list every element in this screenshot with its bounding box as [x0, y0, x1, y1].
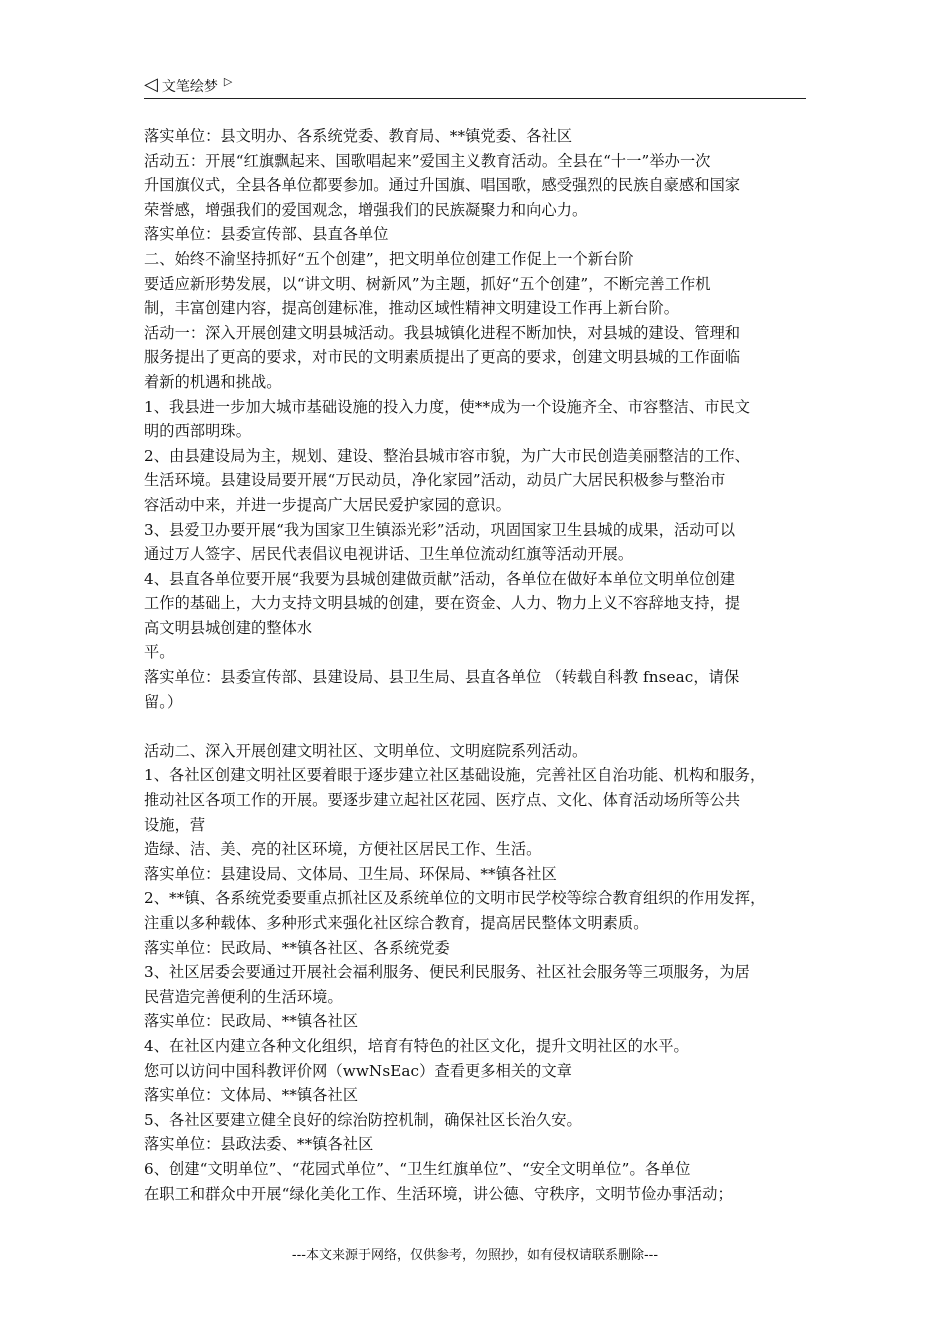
text-line: 二、始终不渝坚持抓好“五个创建”，把文明单位创建工作促上一个新台阶	[144, 249, 634, 268]
text-line: 落实单位：民政局、**镇各社区、各系统党委	[144, 938, 450, 957]
text-line: 要适应新形势发展，以“讲文明、树新风”为主题，抓好“五个创建”，不断完善工作机	[144, 274, 711, 293]
text-line: 3、县爱卫办要开展“我为国家卫生镇添光彩”活动，巩固国家卫生县城的成果，活动可以	[144, 520, 736, 539]
footer-disclaimer: ---本文来源于网络，仅供参考，勿照抄，如有侵权请联系删除---	[291, 1248, 659, 1263]
text-line: 留。）	[144, 692, 183, 711]
text-line: 设施，营	[144, 815, 206, 834]
text-line: 造绿、洁、美、亮的社区环境，方便社区居民工作、生活。	[144, 840, 542, 859]
triangle-left-icon: ◁	[144, 74, 158, 95]
text-line: 荣誉感，增强我们的爱国观念，增强我们的民族凝聚力和向心力。	[144, 200, 588, 219]
text-line: 工作的基础上，大力支持文明县城的创建，要在资金、人力、物力上义不容辞地支持，提	[144, 594, 741, 613]
text-line: 落实单位：县文明办、各系统党委、教育局、**镇党委、各社区	[144, 127, 573, 145]
header-title: 文笔绘梦	[161, 79, 218, 95]
text-line: 容活动中来，并进一步提高广大居民爱护家园的意识。	[144, 495, 511, 514]
text-line: 通过万人签字、居民代表倡议电视讲话、卫生单位流动红旗等活动开展。	[144, 545, 634, 564]
triangle-right-icon: ▷	[223, 75, 233, 88]
text-line: 在职工和群众中开展“绿化美化工作、生活环境，讲公德、守秩序，文明节俭办事活动；	[144, 1184, 733, 1203]
text-line: 活动一：深入开展创建文明县城活动。我县城镇化进程不断加快，对县城的建设、管理和	[144, 323, 741, 342]
text-line: 6、创建“文明单位”、“花园式单位”、“卫生红旗单位”、“安全文明单位”。各单位	[144, 1159, 691, 1178]
text-line: 4、县直各单位要开展“我要为县城创建做贡献”活动，各单位在做好本单位文明单位创建	[144, 569, 736, 588]
text-line: 服务提出了更高的要求，对市民的文明素质提出了更高的要求，创建文明县城的工作面临	[144, 348, 741, 367]
text-line: 高文明县城创建的整体水	[144, 618, 313, 637]
text-line: 落实单位：县建设局、文体局、卫生局、环保局、**镇各社区	[144, 864, 557, 883]
text-line: 落实单位：县委宣传部、县建设局、县卫生局、县直各单位 （转载自科教 fnseac，请保	[144, 668, 740, 687]
text-line: 5、各社区要建立健全良好的综治防控机制，确保社区长治久安。	[144, 1110, 582, 1129]
page-header	[144, 74, 806, 99]
text-line: 1、我县进一步加大城市基础设施的投入力度，使**成为一个设施齐全、市容整洁、市民文	[144, 397, 751, 416]
document-body	[144, 124, 810, 1206]
text-line: 2、**镇、各系统党委要重点抓社区及系统单位的文明市民学校等综合教育组织的作用发挥，	[144, 889, 766, 908]
text-line: 升国旗仪式，全县各单位都要参加。通过升国旗、唱国歌，感受强烈的民族自豪感和国家	[144, 176, 741, 195]
text-line: 着新的机遇和挑战。	[144, 372, 282, 391]
text-line: 落实单位：民政局、**镇各社区	[144, 1012, 359, 1031]
text-line: 明的西部明珠。	[144, 422, 252, 441]
text-line: 注重以多种载体、多种形式来强化社区综合教育，提高居民整体文明素质。	[144, 914, 649, 932]
text-line: 制，丰富创建内容，提高创建标准，推动区域性精神文明建设工作再上新台阶。	[144, 299, 680, 318]
text-line: 1、各社区创建文明社区要着眼于逐步建立社区基础设施，完善社区自治功能、机构和服务，	[144, 766, 766, 785]
text-line: 3、社区居委会要通过开展社会福利服务、便民利民服务、社区社会服务等三项服务，为居	[144, 963, 750, 982]
text-line: 落实单位：县政法委、**镇各社区	[144, 1135, 374, 1154]
text-line: 落实单位：文体局、**镇各社区	[144, 1086, 359, 1105]
text-line: 落实单位：县委宣传部、县直各单位	[144, 225, 389, 244]
text-line: 民营造完善便利的生活环境。	[144, 987, 343, 1006]
text-line: 平。	[144, 643, 175, 662]
text-line: 2、由县建设局为主，规划、建设、整治县城市容市貌，为广大市民创造美丽整洁的工作、	[144, 446, 750, 465]
text-line: 4、在社区内建立各种文化组织，培育有特色的社区文化，提升文明社区的水平。	[144, 1036, 689, 1055]
text-line	[144, 714, 810, 739]
text-line: 您可以访问中国科教评价网（wwNsEac）查看更多相关的文章	[144, 1061, 573, 1080]
text-line: 生活环境。县建设局要开展“万民动员，净化家园”活动，动员广大居民积极参与整治市	[144, 471, 726, 490]
text-line: 活动五：开展“红旗飘起来、国歌唱起来”爱国主义教育活动。全县在“十一”举办一次	[144, 151, 711, 170]
text-line: 推动社区各项工作的开展。要逐步建立起社区花园、医疗点、文化、体育活动场所等公共	[144, 791, 741, 810]
text-line: 活动二、深入开展创建文明社区、文明单位、文明庭院系列活动。	[144, 741, 588, 760]
